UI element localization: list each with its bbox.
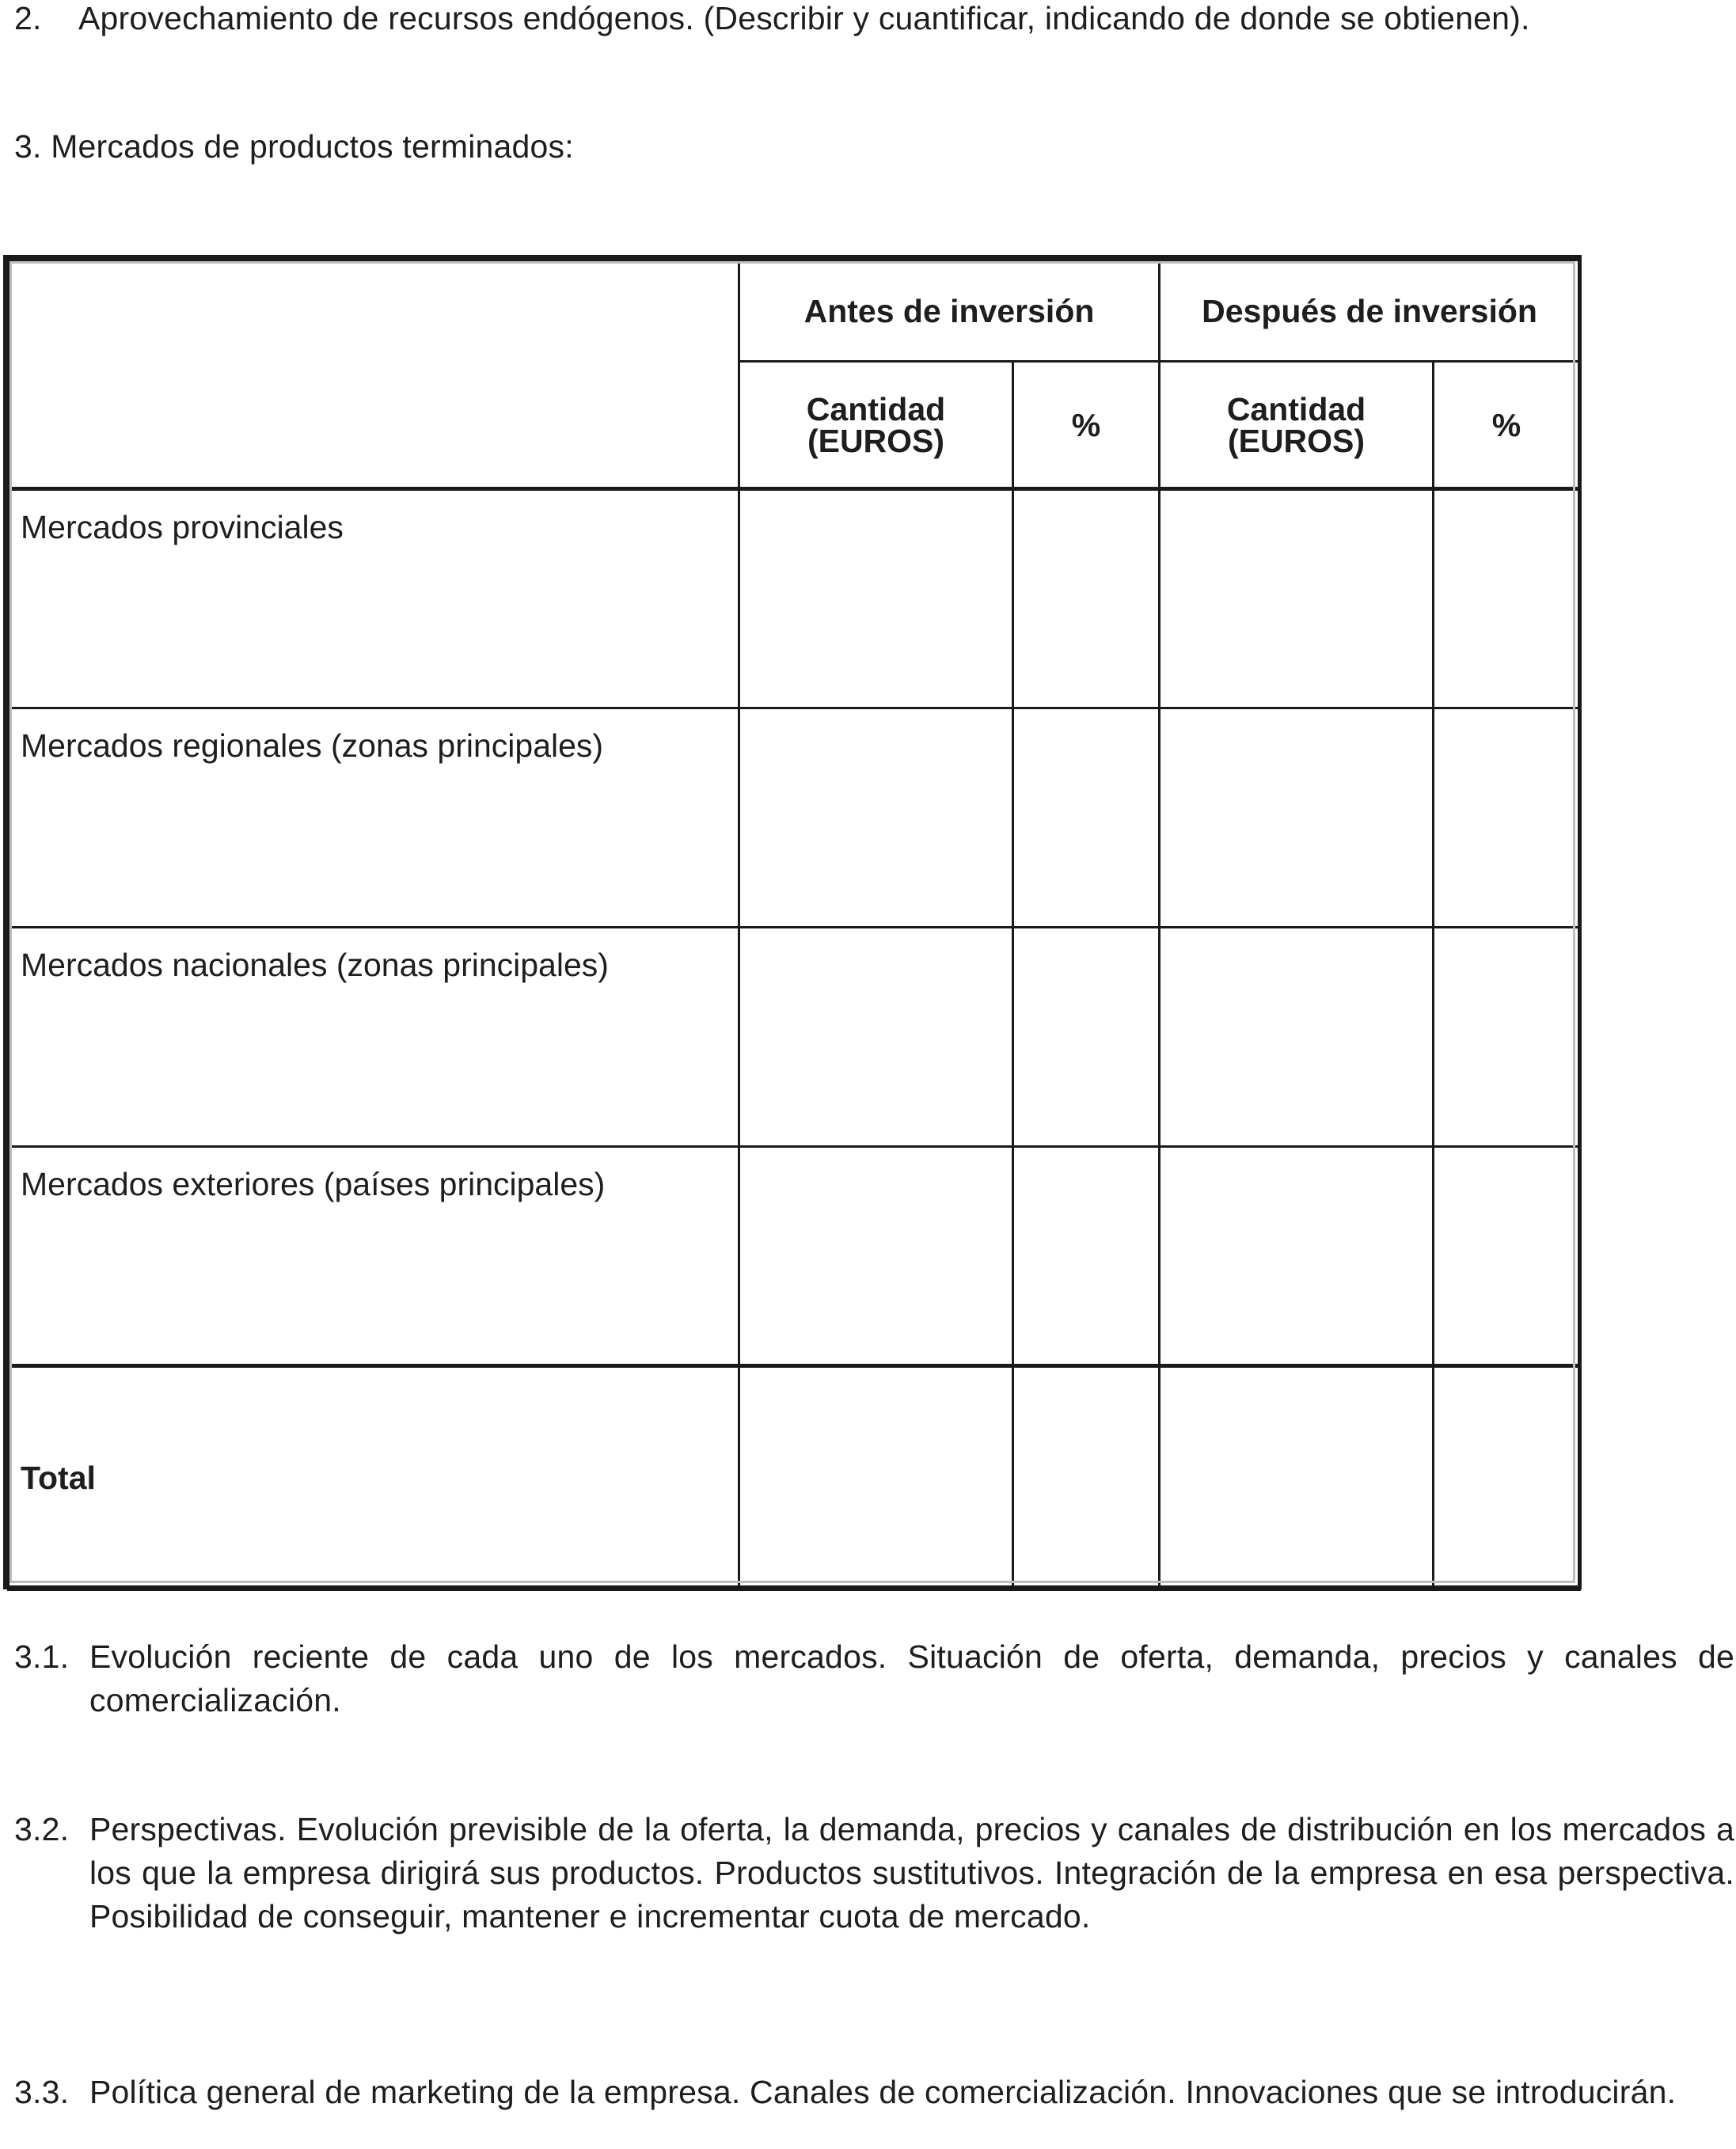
cell-amount-after[interactable] [1160, 1147, 1434, 1366]
table-row [9, 928, 1580, 1147]
cell-amount-after[interactable] [1160, 928, 1434, 1147]
cell-percent-after[interactable] [1434, 928, 1580, 1147]
section-3-3-paragraph [14, 2071, 1734, 2114]
section-3-1-paragraph [14, 1635, 1734, 1722]
section-3-heading [14, 125, 1734, 169]
row-label-total: Total [9, 1366, 739, 1590]
cell-total-amount-before[interactable] [739, 1366, 1013, 1590]
section-text: Política general de marketing de la empresa. Canales de comercialización. Innovaciones que se introducirán. [89, 2074, 1677, 2110]
table-corner-cell [9, 260, 739, 489]
cell-percent-after[interactable] [1434, 489, 1580, 708]
cell-amount-after[interactable] [1160, 708, 1434, 928]
cell-percent-after[interactable] [1434, 708, 1580, 928]
section-3-2-paragraph [14, 1808, 1734, 1938]
cell-percent-before[interactable] [1013, 928, 1160, 1147]
cell-amount-before[interactable] [739, 708, 1013, 928]
section-number: 3.2. [14, 1811, 70, 1847]
section-text: Mercados de productos terminados: [51, 128, 574, 165]
markets-table [3, 255, 1582, 1589]
table-row [9, 708, 1580, 928]
section-number: 3. [14, 128, 42, 165]
section-text: Aprovechamiento de recursos endógenos. (Describir y cuantificar, indicando de donde se obtienen). [78, 0, 1530, 36]
header-amount-after [1160, 362, 1434, 489]
header-amount-line1: Cantidad [806, 390, 946, 427]
header-amount-before [739, 362, 1013, 489]
cell-amount-before[interactable] [739, 928, 1013, 1147]
table-row [9, 489, 1580, 708]
cell-total-percent-after[interactable] [1434, 1366, 1580, 1590]
table-row-total [9, 1366, 1580, 1590]
header-amount-line1: Cantidad [1226, 390, 1366, 427]
table-row [9, 1147, 1580, 1366]
cell-percent-after[interactable] [1434, 1147, 1580, 1366]
cell-percent-before[interactable] [1013, 708, 1160, 928]
cell-amount-before[interactable] [739, 489, 1013, 708]
header-after-investment: Después de inversión [1160, 260, 1580, 362]
cell-amount-after[interactable] [1160, 489, 1434, 708]
section-number: 2. [14, 0, 42, 36]
section-2-paragraph [14, 0, 1734, 40]
header-amount-line2: (EUROS) [807, 422, 945, 459]
header-before-investment: Antes de inversión [739, 260, 1160, 362]
row-label-nacionales: Mercados nacionales (zonas principales) [9, 928, 739, 1147]
cell-total-percent-before[interactable] [1013, 1366, 1160, 1590]
section-text: Perspectivas. Evolución previsible de la oferta, la demanda, precios y canales de distribución en los mercados a los que la empresa dirigirá sus productos. Productos sustitutivos. Integración de la empresa en esa perspectiva. Posibilidad de conseguir, mantener e incrementar cuota de mercado. [89, 1811, 1734, 1934]
cell-amount-before[interactable] [739, 1147, 1013, 1366]
cell-percent-before[interactable] [1013, 1147, 1160, 1366]
section-text: Evolución reciente de cada uno de los mercados. Situación de oferta, demanda, precios y canales de comercialización. [89, 1638, 1734, 1718]
header-percent-after: % [1434, 362, 1580, 489]
row-label-exteriores: Mercados exteriores (países principales) [9, 1147, 739, 1366]
cell-total-amount-after[interactable] [1160, 1366, 1434, 1590]
section-number: 3.3. [14, 2074, 70, 2110]
row-label-provinciales: Mercados provinciales [9, 489, 739, 708]
header-amount-line2: (EUROS) [1227, 422, 1366, 459]
row-label-regionales: Mercados regionales (zonas principales) [9, 708, 739, 928]
header-percent-before: % [1013, 362, 1160, 489]
cell-percent-before[interactable] [1013, 489, 1160, 708]
section-number: 3.1. [14, 1638, 70, 1675]
